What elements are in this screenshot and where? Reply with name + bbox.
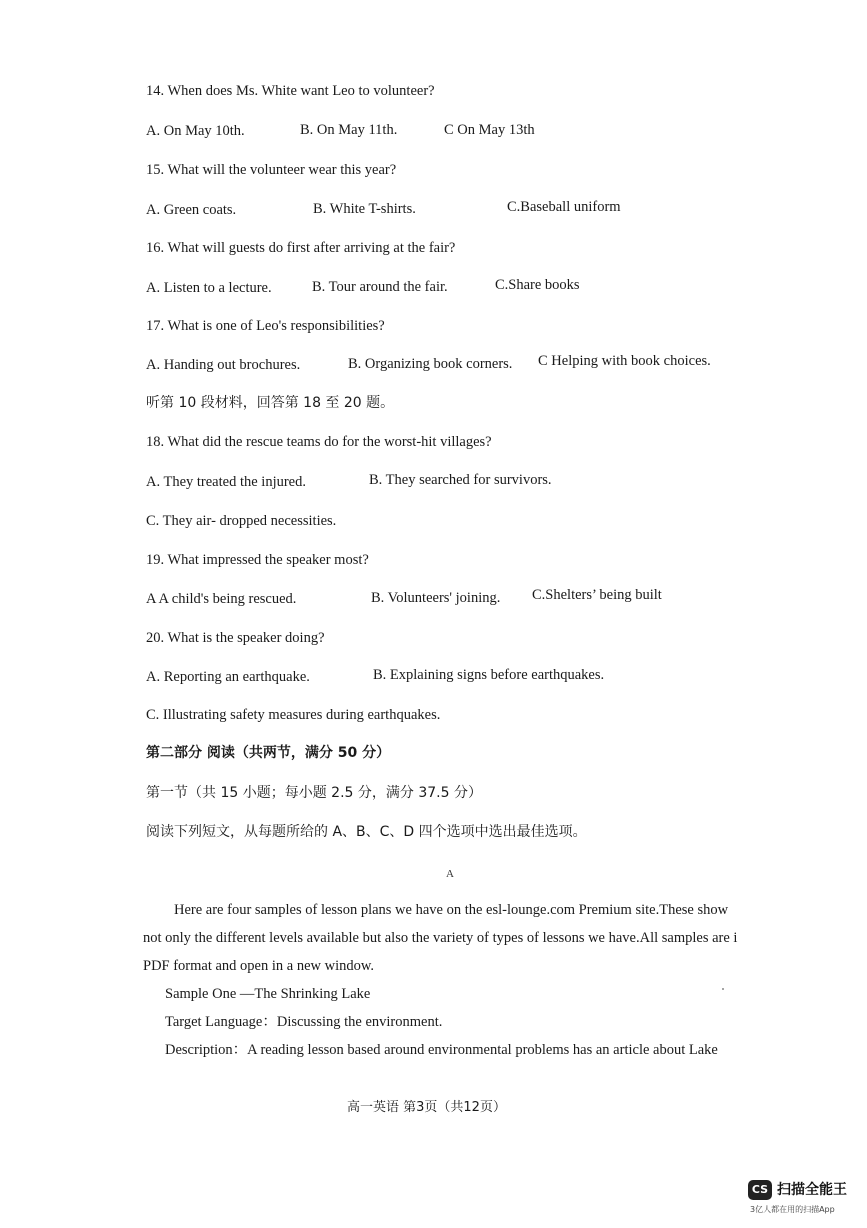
question-20-stem: 20. What is the speaker doing?	[146, 630, 325, 646]
question-17-option-a: A. Handing out brochures.	[146, 357, 301, 373]
section-note: 听第 10 段材料，回答第 18 至 20 题。	[146, 395, 395, 411]
watermark-brand: 扫描全能王	[777, 1182, 847, 1198]
question-18-option-a: A. They treated the injured.	[146, 474, 306, 490]
question-15-option-c: C.Baseball uniform	[507, 199, 621, 215]
passage-line-3: PDF format and open in a new window.	[143, 958, 375, 974]
part-two-title: 第二部分 阅读（共两节，满分 50 分）	[146, 745, 391, 761]
watermark-tagline: 3亿人都在用的扫描App	[750, 1205, 835, 1214]
question-16-option-c: C.Share books	[495, 277, 580, 293]
sample-one-description: Description：A reading lesson based around environmental problems has an article about Lake	[165, 1042, 718, 1058]
question-19-stem: 19. What impressed the speaker most?	[146, 552, 369, 568]
question-18-stem: 18. What did the rescue teams do for the worst-hit villages?	[146, 434, 492, 450]
question-17-option-c: C Helping with book choices.	[538, 353, 711, 369]
question-15-option-b: B. White T-shirts.	[313, 201, 416, 217]
question-19-option-a: A A child's being rescued.	[146, 591, 297, 607]
passage-line-1: Here are four samples of lesson plans we have on the esl-lounge.com Premium site.These show	[174, 902, 729, 918]
page-footer: 高一英语 第3页（共12页）	[347, 1100, 506, 1115]
sample-one-target-language: Target Language：Discussing the environment.	[165, 1014, 443, 1030]
scan-speck	[722, 988, 724, 990]
question-18-option-c: C. They air- dropped necessities.	[146, 513, 337, 529]
question-15-option-a: A. Green coats.	[146, 202, 237, 218]
question-17-stem: 17. What is one of Leo's responsibilities?	[146, 318, 385, 334]
question-19-option-b: B. Volunteers' joining.	[371, 590, 501, 606]
question-18-option-b: B. They searched for survivors.	[369, 472, 552, 488]
question-16-option-a: A. Listen to a lecture.	[146, 280, 272, 296]
question-19-option-c: C.Shelters’ being built	[532, 587, 662, 603]
sample-one-title: Sample One —The Shrinking Lake	[165, 986, 371, 1002]
reading-instruction: 阅读下列短文，从每题所给的 A、B、C、D 四个选项中选出最佳选项。	[146, 824, 587, 840]
passage-line-2: not only the different levels available but also the variety of types of lessons we have.All samples are i	[143, 930, 738, 946]
question-14-stem: 14. When does Ms. White want Leo to volunteer?	[146, 83, 435, 99]
camscanner-logo-icon: CS	[748, 1180, 772, 1200]
question-15-stem: 15. What will the volunteer wear this year?	[146, 162, 397, 178]
section-one-heading: 第一节（共 15 小题；每小题 2.5 分，满分 37.5 分）	[146, 785, 482, 801]
question-14-option-c: C On May 13th	[444, 122, 535, 138]
question-16-stem: 16. What will guests do first after arriving at the fair?	[146, 240, 456, 256]
question-16-option-b: B. Tour around the fair.	[312, 279, 448, 295]
question-14-option-b: B. On May 11th.	[300, 122, 398, 138]
question-20-option-b: B. Explaining signs before earthquakes.	[373, 667, 605, 683]
question-20-option-a: A. Reporting an earthquake.	[146, 669, 310, 685]
question-14-option-a: A. On May 10th.	[146, 123, 245, 139]
question-20-option-c: C. Illustrating safety measures during earthquakes.	[146, 707, 441, 723]
question-17-option-b: B. Organizing book corners.	[348, 356, 513, 372]
passage-marker: A	[446, 868, 454, 880]
